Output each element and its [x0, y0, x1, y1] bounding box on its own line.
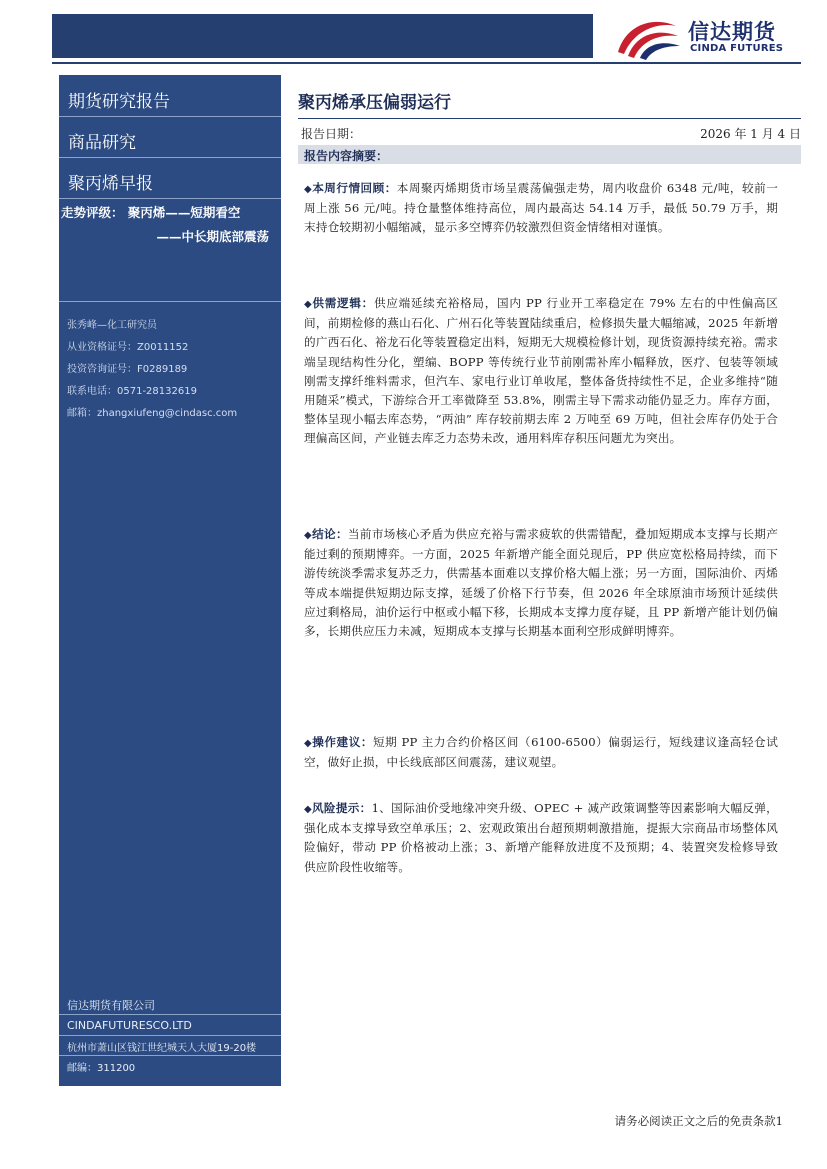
- title-rule: [298, 118, 801, 119]
- disclaimer-footer: 请务必阅读正文之后的免责条款1: [614, 1114, 783, 1128]
- trend-rating-line1: 走势评级： 聚丙烯——短期看空: [61, 205, 241, 220]
- company-zip: 邮编：311200: [67, 1063, 136, 1074]
- brand-logo: [614, 14, 804, 60]
- company-address: 杭州市萧山区钱江世纪城天人大厦19-20楼: [67, 1043, 257, 1054]
- summary-title: 报告内容摘要：: [304, 149, 389, 163]
- paragraph-weekly-review: [304, 179, 778, 238]
- paragraph-text: 当前市场核心矛盾为供应充裕与需求疲软的供需错配，叠加短期成本支撑与长期产能过剩的预期博弈。一方面，2025 年新增产能全面兑现后，PP 供应宽松格局持续，而下游传统淡季需求复苏乏力，供需基本面难以支撑价格大幅上涨；另一方面，国际油价、丙烯等成本端提供短期边际支撑，延缓了价格下行节奏，但 2026 年全球原油市场预计延续供应过剩格局，油价运行中枢或小幅下移，长期成本支撑力度存疑，且 PP 新增产能计划仍偏多，长期供应压力未减，短期成本支撑与长期基本面利空形成鲜明博弈。: [304, 527, 779, 639]
- sidebar-block-category: [59, 119, 281, 158]
- brand-name-en: CINDA FUTURES: [690, 43, 784, 54]
- diamond-bullet-icon: ◆: [304, 184, 313, 195]
- paragraph-text: 供应端延续充裕格局，国内 PP 行业开工率稳定在 79% 左右的中性偏高区间，前期检修的燕山石化、广州石化等装置陆续重启，检修损失量大幅缩减，2025 年新增的广西石化、裕龙石化等装置稳定出料，短期无大规模检修计划，现货资源持续充裕。需求端呈现结构性分化，塑编、BOPP 等传统行业节前刚需补库小幅释放，医疗、包装等领域刚需支撑纤维料需求，但汽车、家电行业订单收尾，整体备货持续性不足，企业多维持“随用随采”模式，下游综合开工率微降至 53.8%，刚需主导下需求动能仍显乏力。库存方面，整体呈现小幅去库态势，“两油” 库存较前期去库 2 万吨至 69 万吨，但社会库存仍处于合理偏高区间，产业链去库乏力态势未改，通用料库存积压问题尤为突出。: [304, 296, 778, 446]
- paragraph-text: 本周聚丙烯期货市场呈震荡偏强走势，周内收盘价 6348 元/吨，较前一周上涨 56 元/吨。持仓量整体维持高位，周内最高达 54.14 万手，最低 50.79 万手，期末持仓较期初小幅缩减，显示多空博弈仍较激烈但资金情绪相对谨慎。: [304, 181, 778, 235]
- company-divider: [59, 1055, 281, 1056]
- diamond-bullet-icon: ◆: [304, 299, 313, 310]
- company-divider: [59, 1014, 281, 1015]
- sidebar-block-product: [59, 160, 281, 199]
- product-label: 聚丙烯早报: [68, 174, 153, 194]
- cinda-logo-icon: [614, 14, 684, 60]
- paragraph-risk-warning: [304, 799, 778, 877]
- brand-name-cn: 信达期货: [688, 20, 776, 44]
- sidebar-block-report-type: [59, 78, 281, 117]
- paragraph-lead: 操作建议：: [312, 735, 373, 749]
- summary-header: [298, 145, 801, 164]
- trend-rating-line2: ——中长期底部震荡: [156, 229, 269, 244]
- company-divider: [59, 1035, 281, 1036]
- company-name: 信达期货有限公司: [67, 999, 155, 1012]
- paragraph-conclusion: [304, 525, 778, 641]
- sidebar: [59, 75, 281, 1086]
- company-site: CINDAFUTURESCO.LTD: [67, 1019, 192, 1032]
- paragraph-lead: 风险提示：: [312, 801, 372, 815]
- header-rule: [52, 62, 801, 64]
- report-type-label: 期货研究报告: [68, 92, 170, 112]
- analyst-consult-license: 投资咨询证号：F0289189: [67, 364, 188, 375]
- analyst-email[interactable]: 邮箱：zhangxiufeng@cindasc.com: [67, 408, 238, 419]
- paragraph-lead: 本周行情回顾：: [312, 181, 397, 195]
- analyst-license: 从业资格证号：Z0011152: [67, 342, 189, 353]
- report-date: 2026 年 1 月 4 日: [700, 127, 801, 141]
- category-label: 商品研究: [68, 133, 136, 153]
- diamond-bullet-icon: ◆: [304, 530, 313, 541]
- analyst-name: 张秀峰—化工研究员: [67, 320, 157, 331]
- paragraph-text: 短期 PP 主力合约价格区间（6100-6500）偏弱运行，短线建议逢高轻仓试空，做好止损，中长线底部区间震荡，建议观望。: [304, 735, 778, 770]
- paragraph-trading-advice: [304, 733, 778, 772]
- report-date-label: 报告日期：: [301, 127, 362, 141]
- diamond-bullet-icon: ◆: [304, 738, 313, 749]
- paragraph-text: 1、国际油价受地缘冲突升级、OPEC + 减产政策调整等因素影响大幅反弹，强化成本支撑导致空单承压；2、宏观政策出台超预期刺激措施，提振大宗商品市场整体风险偏好，带动 PP 价格被动上涨；3、新增产能释放进度不及预期；4、装置突发检修导致供应阶段性收缩等。: [304, 801, 778, 874]
- paragraph-supply-demand: [304, 294, 778, 449]
- header-band: [52, 14, 593, 58]
- analyst-phone: 联系电话：0571-28132619: [67, 386, 197, 397]
- report-title: 聚丙烯承压偏弱运行: [298, 93, 451, 113]
- diamond-bullet-icon: ◆: [304, 804, 313, 815]
- paragraph-lead: 结论：: [312, 527, 348, 541]
- paragraph-lead: 供需逻辑：: [312, 296, 374, 310]
- sidebar-divider: [59, 301, 281, 302]
